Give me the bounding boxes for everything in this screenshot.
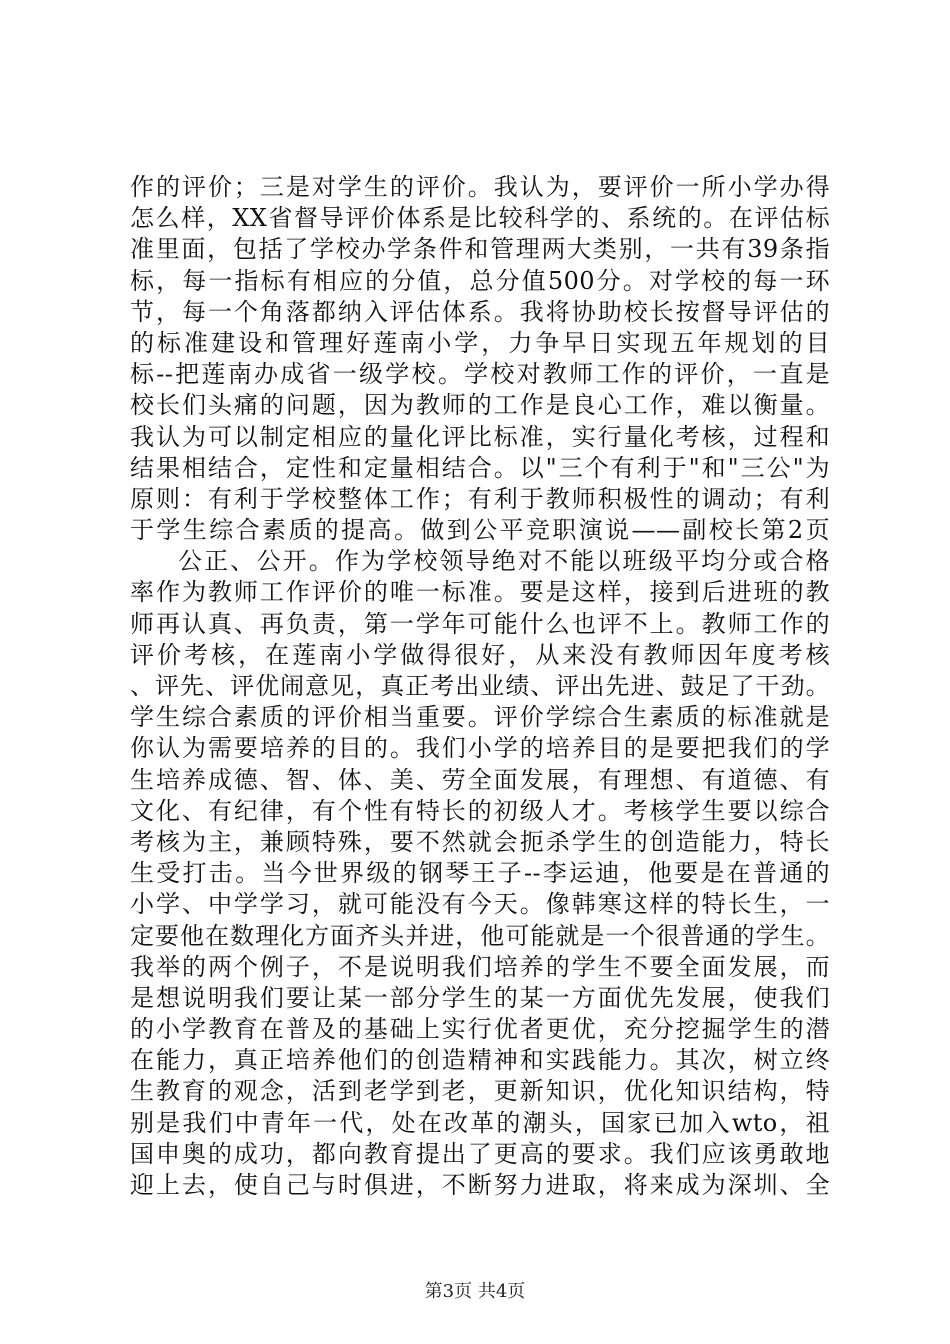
- text-line: 别是我们中青年一代，处在改革的潮头，国家已加入wto，祖: [130, 1108, 830, 1137]
- text-line: 在能力，真正培养他们的创造精神和实践能力。其次，树立终: [130, 1046, 830, 1075]
- text-line: 生教育的观念，活到老学到老，更新知识，优化知识结构，特: [130, 1077, 830, 1106]
- page-footer: 第3页 共4页: [424, 1281, 526, 1302]
- text-line: 、评先、评优闹意见，真正考出业绩、评出先进、鼓足了干劲。: [130, 672, 830, 700]
- text-line: 标--把莲南办成省一级学校。学校对教师工作的评价，一直是: [130, 360, 830, 389]
- text-line: 校长们头痛的问题，因为教师的工作是良心工作，难以衡量。: [130, 391, 830, 420]
- body-text: [130, 172, 830, 1201]
- text-line: 标，每一指标有相应的分值，总分值500分。对学校的每一环: [130, 266, 830, 295]
- text-line: 生培养成德、智、体、美、劳全面发展，有理想、有道德、有: [130, 765, 830, 794]
- text-line: 学生综合素质的评价相当重要。评价学综合生素质的标准就是: [130, 703, 830, 732]
- text-line: 原则：有利于学校整体工作；有利于教师积极性的调动；有利: [130, 484, 830, 513]
- text-line: 你认为需要培养的目的。我们小学的培养目的是要把我们的学: [130, 734, 830, 763]
- text-line: 国申奥的成功，都向教育提出了更高的要求。我们应该勇敢地: [130, 1139, 830, 1168]
- text-line: 是想说明我们要让某一部分学生的某一方面优先发展，使我们: [130, 983, 830, 1012]
- text-line: 我认为可以制定相应的量化评比标准，实行量化考核，过程和: [130, 422, 830, 451]
- text-line: 准里面，包括了学校办学条件和管理两大类别，一共有39条指: [130, 235, 830, 264]
- text-line: 迎上去，使自己与时俱进，不断努力进取，将来成为深圳、全: [130, 1171, 830, 1199]
- text-line: 文化、有纪律，有个性有特长的初级人才。考核学生要以综合: [130, 796, 830, 825]
- text-line: 生受打击。当今世界级的钢琴王子--李运迪，他要是在普通的: [130, 859, 830, 888]
- text-line: 的小学教育在普及的基础上实行优者更优，充分挖掘学生的潜: [130, 1015, 830, 1044]
- text-line: 小学、中学学习，就可能没有今天。像韩寒这样的特长生，一: [130, 890, 830, 919]
- text-line: 怎么样，XX省督导评价体系是比较科学的、系统的。在评估标: [130, 204, 830, 233]
- text-line: 率作为教师工作评价的唯一标准。要是这样，接到后进班的教: [130, 578, 830, 607]
- text-line: 评价考核，在莲南小学做得很好，从来没有教师因年度考核: [130, 640, 830, 669]
- text-line: 作的评价；三是对学生的评价。我认为，要评价一所小学办得: [130, 173, 830, 201]
- text-line: 于学生综合素质的提高。做到公平竞职演说——副校长第2页: [130, 516, 830, 545]
- text-line: 节，每一个角落都纳入评估体系。我将协助校长按督导评估的: [130, 297, 830, 326]
- text-line: 的标准建设和管理好莲南小学，力争早日实现五年规划的目: [130, 328, 830, 357]
- text-line: 我举的两个例子，不是说明我们培养的学生不要全面发展，而: [130, 952, 830, 981]
- text-line: 结果相结合，定性和定量相结合。以"三个有利于"和"三公"为: [130, 453, 830, 482]
- text-line: 师再认真、再负责，第一学年可能什么也评不上。教师工作的: [130, 609, 830, 638]
- text-line: 定要他在数理化方面齐头并进，他可能就是一个很普通的学生。: [130, 921, 830, 950]
- text-line: 公正、公开。作为学校领导绝对不能以班级平均分或合格: [178, 547, 830, 576]
- text-line: 考核为主，兼顾特殊，要不然就会扼杀学生的创造能力，特长: [130, 827, 830, 856]
